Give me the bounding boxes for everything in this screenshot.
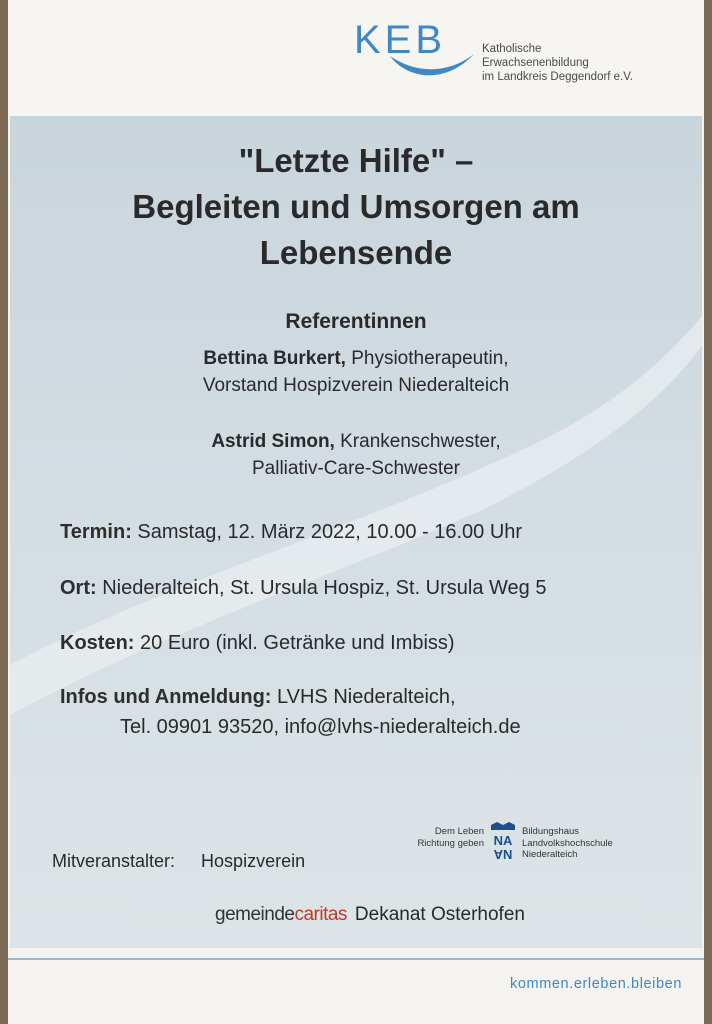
bildungshaus bbox=[522, 826, 613, 861]
ort bbox=[60, 577, 546, 600]
org-name bbox=[482, 42, 633, 84]
keb-logo: KEB bbox=[354, 18, 447, 62]
bildungshaus-line: Niederalteich bbox=[522, 849, 578, 860]
caritas-brand: caritas bbox=[294, 904, 347, 925]
kosten-value: 20 Euro (inkl. Getränke und Imbiss) bbox=[134, 632, 455, 654]
termin bbox=[60, 521, 522, 544]
tagline-line: Richtung geben bbox=[417, 838, 484, 849]
mitveranstalter bbox=[52, 851, 305, 872]
ort-label: Ort: bbox=[60, 577, 97, 599]
bildungshaus-line: Landvolkshochschule bbox=[522, 837, 613, 849]
speaker-2 bbox=[0, 428, 712, 482]
title-line: Lebensende bbox=[259, 234, 453, 271]
speaker-role: Physiotherapeutin, bbox=[345, 348, 509, 369]
infos-contact: Tel. 09901 93520, info@lvhs-niederalteich.de bbox=[120, 716, 521, 738]
caritas-suffix: Dekanat Osterhofen bbox=[354, 904, 525, 925]
title-line: "Letzte Hilfe" – bbox=[238, 142, 474, 179]
mitveranstalter-value: Hospizverein bbox=[201, 851, 306, 871]
footer-tagline: kommen.erleben.bleiben bbox=[510, 976, 682, 992]
termin-value: Samstag, 12. März 2022, 10.00 - 16.00 Uhr bbox=[131, 521, 523, 543]
speaker-1 bbox=[0, 345, 712, 399]
ort-value: Niederalteich, St. Ursula Hospiz, St. Ursula Weg 5 bbox=[96, 577, 547, 599]
na-logo-text-mirror: NA bbox=[493, 847, 513, 862]
keb-swoosh-icon bbox=[388, 52, 478, 86]
lvhs-tagline bbox=[412, 826, 484, 850]
caritas-line bbox=[215, 904, 525, 926]
infos-value: LVHS Niederalteich, bbox=[271, 686, 456, 708]
infos bbox=[60, 686, 456, 709]
na-logo-icon bbox=[488, 822, 518, 864]
caritas-prefix: gemeinde bbox=[215, 904, 295, 925]
bildungshaus-line: Bildungshaus bbox=[522, 826, 580, 837]
org-line: Erwachsenenbildung bbox=[482, 57, 589, 69]
mitveranstalter-label: Mitveranstalter: bbox=[52, 851, 176, 871]
speaker-role-line2: Palliativ-Care-Schwester bbox=[251, 458, 460, 479]
footer-divider bbox=[8, 958, 704, 960]
speaker-role-line2: Vorstand Hospizverein Niederalteich bbox=[202, 375, 510, 396]
speakers-heading: Referentinnen bbox=[285, 310, 427, 333]
kosten bbox=[60, 632, 455, 655]
termin-label: Termin: bbox=[60, 521, 132, 543]
tagline-line: Dem Leben bbox=[434, 826, 484, 837]
event-title bbox=[0, 138, 712, 276]
org-line: im Landkreis Deggendorf e.V. bbox=[482, 71, 634, 83]
infos-label: Infos und Anmeldung: bbox=[60, 686, 272, 708]
na-logo-text: NA bbox=[493, 833, 513, 848]
speaker-name: Bettina Burkert, bbox=[203, 348, 346, 369]
title-line: Begleiten und Umsorgen am bbox=[132, 188, 580, 225]
speaker-role: Krankenschwester, bbox=[334, 431, 501, 452]
speaker-name: Astrid Simon, bbox=[211, 431, 335, 452]
org-line: Katholische bbox=[482, 43, 542, 55]
kosten-label: Kosten: bbox=[60, 632, 135, 654]
